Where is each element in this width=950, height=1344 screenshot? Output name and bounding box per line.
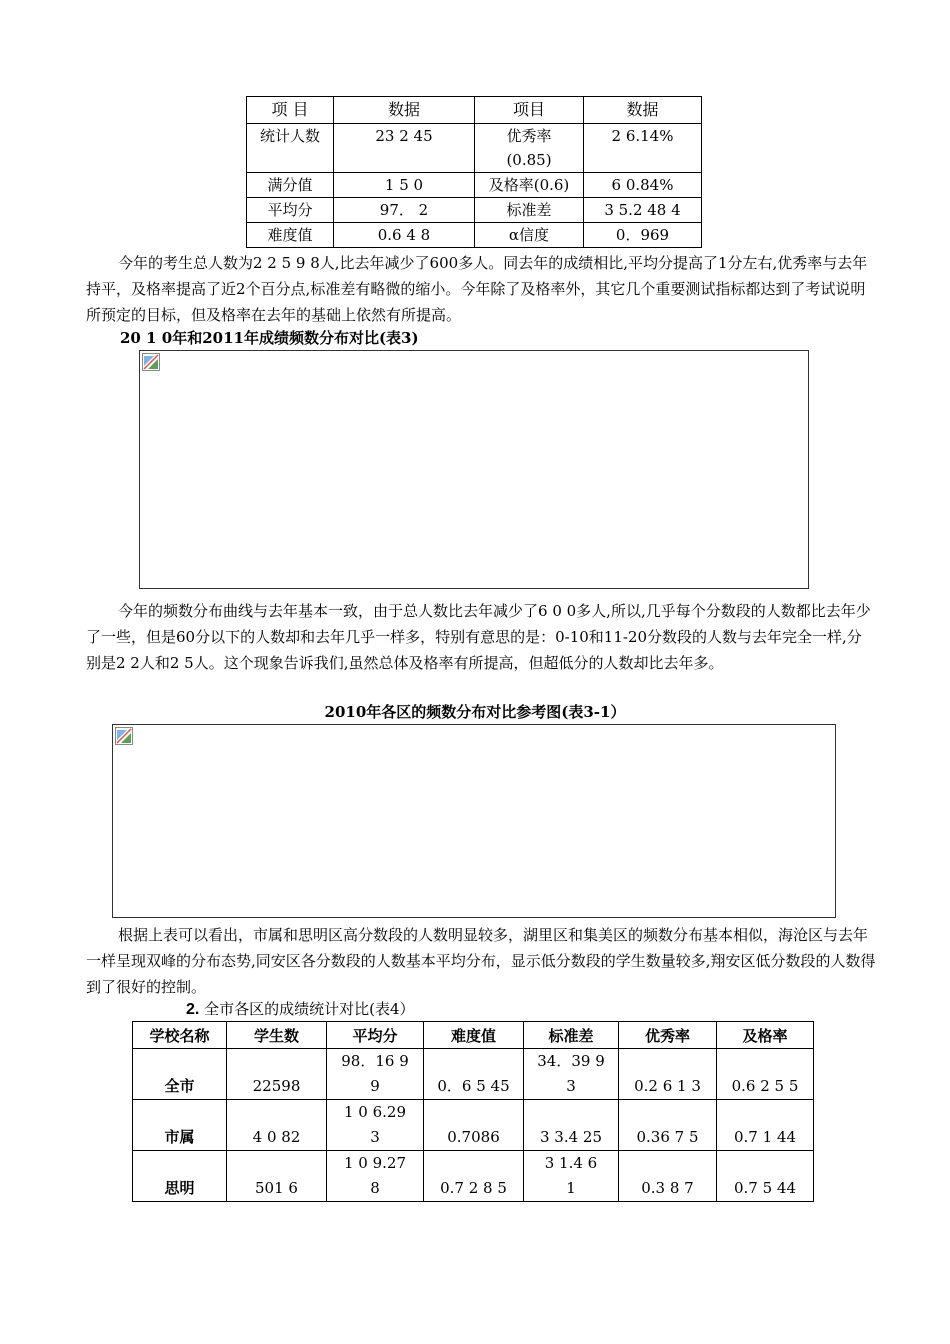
header-cell: 数据 [584, 97, 702, 124]
table-cell: 2 6.14% [584, 124, 702, 173]
table-cell: 0.6 4 8 [334, 223, 475, 248]
heading-frequency-comparison: 20 1 0年和2011年成绩频数分布对比(表3) [120, 329, 419, 347]
table-row [133, 1049, 814, 1100]
cell-text: 优秀率(0.85) [506, 127, 552, 169]
school-name-cell: 全市 [133, 1049, 227, 1100]
table-cell: 0．6 5 45 [424, 1049, 524, 1100]
cell-text: 1 0 9.27 8 [343, 1154, 407, 1197]
table-cell: 1 5 0 [334, 173, 475, 198]
paragraph-district-analysis: 根据上表可以看出，市属和思明区高分数段的人数明显较多，湖里区和集美区的频数分布基本相似，海沧区与去年一样呈现双峰的分布态势,同安区各分数段的人数基本平均分布，显示低分数段的学生数量较多,翔安区低分数段的人数得到了很好的控制。 [86, 926, 876, 996]
table-cell: 0.7086 [424, 1100, 524, 1151]
table-cell: 0.6 2 5 5 [717, 1049, 814, 1100]
table-cell: 难度值 [247, 223, 334, 248]
table-cell: 501 6 [227, 1151, 327, 1202]
table-cell: 0.7 1 44 [717, 1100, 814, 1151]
table-cell: 4 0 82 [227, 1100, 327, 1151]
header-cell: 学生数 [227, 1022, 327, 1049]
header-cell: 难度值 [424, 1022, 524, 1049]
header-cell: 标准差 [524, 1022, 619, 1049]
table-cell: 3 5.2 48 4 [584, 198, 702, 223]
table-cell: 0．969 [584, 223, 702, 248]
table-row [247, 173, 702, 198]
table-row [247, 198, 702, 223]
header-cell: 项目 [475, 97, 584, 124]
heading-district-frequency: 2010年各区的频数分布对比参考图(表3-1） [324, 703, 626, 721]
table-row [247, 223, 702, 248]
district-chart-image [112, 724, 836, 918]
table-cell: 6 0.84% [584, 173, 702, 198]
header-cell: 及格率 [717, 1022, 814, 1049]
table-cell [524, 1151, 619, 1202]
section-title: 全市各区的成绩统计对比(表4） [204, 1000, 415, 1018]
table-cell: 满分值 [247, 173, 334, 198]
table-cell: 0.36 7 5 [619, 1100, 717, 1151]
table-row [247, 124, 702, 173]
frequency-chart-image [139, 350, 809, 589]
district-stats-table [132, 1021, 814, 1202]
table-row [133, 1100, 814, 1151]
cell-text: 1 0 6.29 3 [343, 1103, 407, 1146]
table-cell [475, 124, 584, 173]
paragraph-summary: 今年的考生总人数为2 2 5 9 8人,比去年减少了600多人。同去年的成绩相比,平均分提高了1分左右,优秀率与去年持平，及格率提高了近2个百分点,标准差有略微的缩小。今年除了及格率外，其它几个重要测试指标都达到了考试说明所预定的目标，但及格率在去年的基础上依然有所提高。 [86, 254, 868, 324]
table-cell: 统计人数 [247, 124, 334, 173]
table-cell [327, 1049, 424, 1100]
paragraph-frequency-analysis: 今年的频数分布曲线与去年基本一致，由于总人数比去年减少了6 0 0多人,所以,几乎每个分数段的人数都比去年少了一些，但是60分以下的人数却和去年几乎一样多，特别有意思的是：0-10和11-20分数段的人数与去年完全一样,分别是2 2人和2 5人。这个现象告诉我们,虽然总体及格率有所提高，但超低分的人数却比去年多。 [86, 602, 871, 672]
table-cell: 22598 [227, 1049, 327, 1100]
table-cell: 0.2 6 1 3 [619, 1049, 717, 1100]
header-cell: 平均分 [327, 1022, 424, 1049]
table-cell: 97． 2 [334, 198, 475, 223]
table-cell: 平均分 [247, 198, 334, 223]
cell-text: 3 1.4 6 1 [544, 1154, 598, 1197]
table-header-row [247, 97, 702, 124]
table-cell: 23 2 45 [334, 124, 475, 173]
table-cell: 标准差 [475, 198, 584, 223]
heading-district-stats [186, 998, 415, 1021]
table-cell: 0.3 8 7 [619, 1151, 717, 1202]
table-cell [327, 1100, 424, 1151]
table-row [133, 1151, 814, 1202]
school-name-cell: 思明 [133, 1151, 227, 1202]
table-cell [524, 1049, 619, 1100]
table-cell [327, 1151, 424, 1202]
table-cell: 及格率(0.6) [475, 173, 584, 198]
table-header-row [133, 1022, 814, 1049]
school-name-cell: 市属 [133, 1100, 227, 1151]
header-cell: 优秀率 [619, 1022, 717, 1049]
cell-text: 98．16 9 9 [341, 1052, 409, 1095]
summary-table [246, 96, 702, 248]
header-cell: 数据 [334, 97, 475, 124]
header-cell: 学校名称 [133, 1022, 227, 1049]
table-cell: 0.7 5 44 [717, 1151, 814, 1202]
section-number: 2. [186, 1001, 200, 1018]
cell-text: 34．39 9 3 [537, 1052, 605, 1095]
broken-image-icon [142, 353, 160, 371]
table-cell: α信度 [475, 223, 584, 248]
broken-image-icon [115, 727, 133, 745]
table-cell: 0.7 2 8 5 [424, 1151, 524, 1202]
table-cell: 3 3.4 25 [524, 1100, 619, 1151]
header-cell: 项 目 [247, 97, 334, 124]
